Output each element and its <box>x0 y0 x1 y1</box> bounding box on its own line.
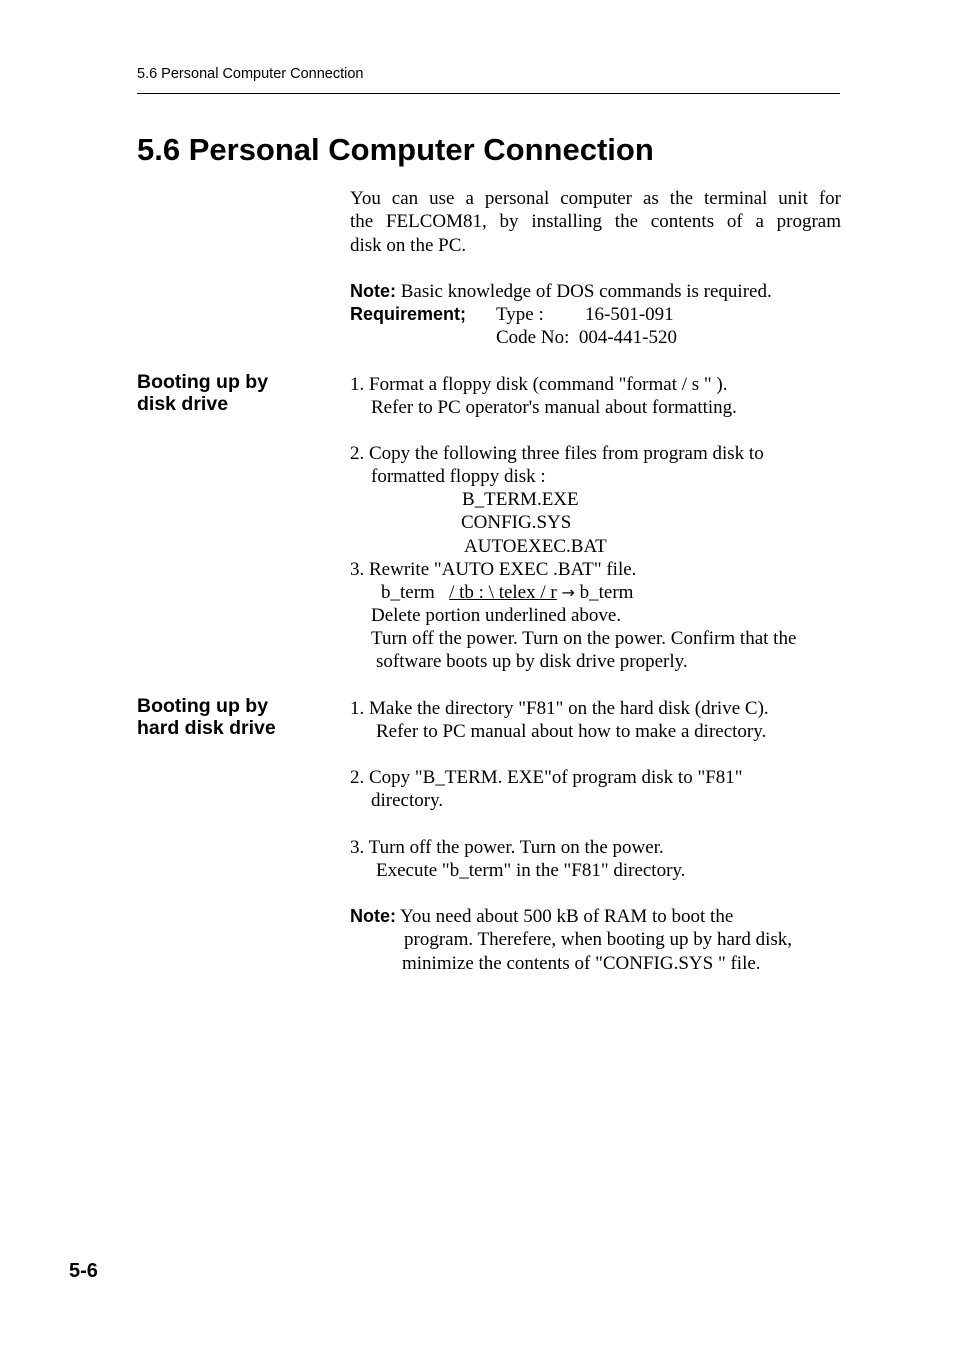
note-ram <box>350 905 733 928</box>
type-label: Type : <box>496 304 544 325</box>
disk-step1-line: 1. Format a floppy disk (command "format / s " ). <box>350 374 728 395</box>
hard-step1-line: 1. Make the directory "F81" on the hard disk (drive C). <box>350 698 769 719</box>
command-prefix: b_term <box>381 582 435 603</box>
hard-step3-line: Execute "b_term" in the "F81" directory. <box>376 860 686 881</box>
disk-step2-line: formatted floppy disk : <box>371 466 546 487</box>
heading-line: Booting up by <box>137 371 269 393</box>
note-label: Note: <box>350 906 396 926</box>
heading-line: Booting up by <box>137 695 269 717</box>
command-result: b_term <box>579 582 634 603</box>
intro-line: disk on the PC. <box>350 234 467 256</box>
requirement-label: Requirement; <box>350 304 467 324</box>
heading-line: hard disk drive <box>137 717 276 739</box>
disk-step3-line: 3. Rewrite "AUTO EXEC .BAT" file. <box>350 559 637 580</box>
note-text: You need about 500 kB of RAM to boot the <box>400 906 734 927</box>
file-name: CONFIG.SYS <box>461 512 572 533</box>
code-value: 004-441-520 <box>578 327 678 348</box>
hard-step2-line: directory. <box>371 790 444 811</box>
note-text: program. Therefere, when booting up by hard disk, <box>404 929 792 950</box>
running-header: 5.6 Personal Computer Connection <box>137 66 364 82</box>
intro-line: You can use a personal computer as the terminal unit for <box>350 188 841 209</box>
heading-boot-hard-disk <box>137 695 276 739</box>
requirement-row <box>350 303 466 326</box>
autoexec-command <box>381 581 633 604</box>
disk-step3-line: Turn off the power. Turn on the power. Confirm that the <box>371 628 797 649</box>
disk-step3-line: Delete portion underlined above. <box>371 605 622 626</box>
type-value: 16-501-091 <box>585 304 674 325</box>
intro-line: the FELCOM81, by installing the contents of a program <box>350 211 841 233</box>
hard-step1-line: Refer to PC manual about how to make a directory. <box>376 721 767 742</box>
hard-step3-line: 3. Turn off the power. Turn on the power. <box>350 837 664 858</box>
note-text: minimize the contents of "CONFIG.SYS " file. <box>402 953 761 974</box>
page-number: 5-6 <box>69 1260 98 1282</box>
page-title: 5.6 Personal Computer Connection <box>137 132 654 167</box>
code-number-row <box>496 326 677 349</box>
header-rule <box>137 93 840 94</box>
note-text: Basic knowledge of DOS commands is required. <box>400 281 772 302</box>
right-arrow-icon: → <box>561 583 575 602</box>
disk-step3-line: software boots up by disk drive properly. <box>376 651 688 672</box>
disk-step2-line: 2. Copy the following three files from program disk to <box>350 443 764 464</box>
note-label: Note: <box>350 281 396 301</box>
disk-step1-line: Refer to PC operator's manual about formatting. <box>371 397 737 418</box>
heading-line: disk drive <box>137 393 229 415</box>
heading-boot-disk-drive <box>137 371 268 415</box>
code-label: Code No: <box>496 327 570 348</box>
intro-paragraph <box>350 187 841 257</box>
command-underlined-part: / tb : \ telex / r <box>449 582 557 603</box>
file-name: B_TERM.EXE <box>462 489 579 510</box>
hard-step2-line: 2. Copy "B_TERM. EXE"of program disk to "F81" <box>350 767 743 788</box>
file-name: AUTOEXEC.BAT <box>464 536 607 557</box>
note-basic-knowledge <box>350 280 772 303</box>
